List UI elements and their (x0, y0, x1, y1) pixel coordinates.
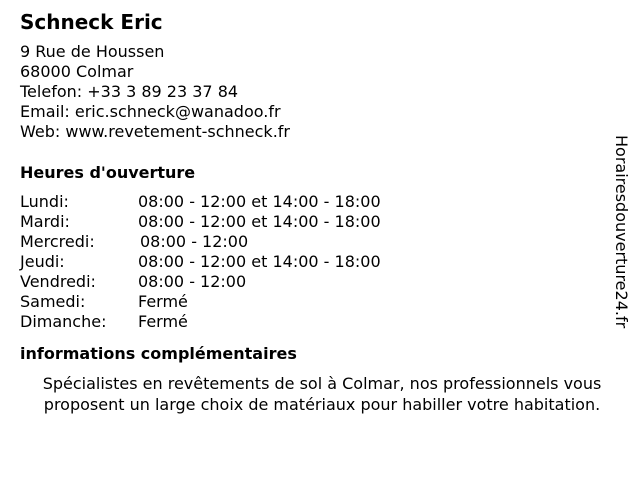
day-hours: Fermé (138, 312, 188, 331)
opening-hours-title: Heures d'ouverture (20, 163, 196, 182)
web-label: Web: (20, 122, 61, 141)
website-link[interactable]: www.revetement-schneck.fr (65, 122, 290, 141)
email-line (20, 102, 620, 122)
business-card (20, 8, 620, 415)
day-label: Vendredi: (20, 272, 96, 291)
day-hours: 08:00 - 12:00 et 14:00 - 18:00 (138, 252, 381, 271)
hours-row-friday (20, 272, 620, 292)
day-hours: 08:00 - 12:00 et 14:00 - 18:00 (138, 192, 381, 211)
email-link[interactable]: eric.schneck@wanadoo.fr (74, 102, 281, 121)
hours-row-tuesday (20, 212, 620, 232)
day-hours: Fermé (138, 292, 188, 311)
day-label: Lundi: (20, 192, 69, 211)
hours-row-saturday (20, 292, 620, 312)
day-label: Mercredi: (20, 232, 95, 251)
day-hours: 08:00 - 12:00 (140, 232, 249, 251)
hours-row-wednesday (20, 232, 620, 252)
day-label: Jeudi: (20, 252, 65, 271)
hours-row-sunday (20, 312, 620, 332)
day-label: Samedi: (20, 292, 86, 311)
business-description: Spécialistes en revêtements de sol à Colmar, nos professionnels vous proposent un large choix de matériaux pour habiller votre habitation. (42, 374, 602, 414)
phone-link[interactable]: +33 3 89 23 37 84 (87, 82, 239, 101)
opening-hours-list (20, 192, 620, 332)
address-street: 9 Rue de Houssen (20, 42, 165, 61)
day-hours: 08:00 - 12:00 et 14:00 - 18:00 (138, 212, 381, 231)
additional-info-title: informations complémentaires (20, 344, 297, 363)
site-watermark: Horairesdouverture24.fr (612, 135, 631, 329)
web-line (20, 122, 620, 142)
phone-line (20, 82, 620, 102)
hours-row-thursday (20, 252, 620, 272)
email-label: Email: (20, 102, 70, 121)
day-label: Dimanche: (20, 312, 107, 331)
day-label: Mardi: (20, 212, 70, 231)
business-name: Schneck Eric (20, 10, 163, 34)
day-hours: 08:00 - 12:00 (138, 272, 247, 291)
phone-label: Telefon: (20, 82, 83, 101)
address-city: 68000 Colmar (20, 62, 134, 81)
hours-row-monday (20, 192, 620, 212)
